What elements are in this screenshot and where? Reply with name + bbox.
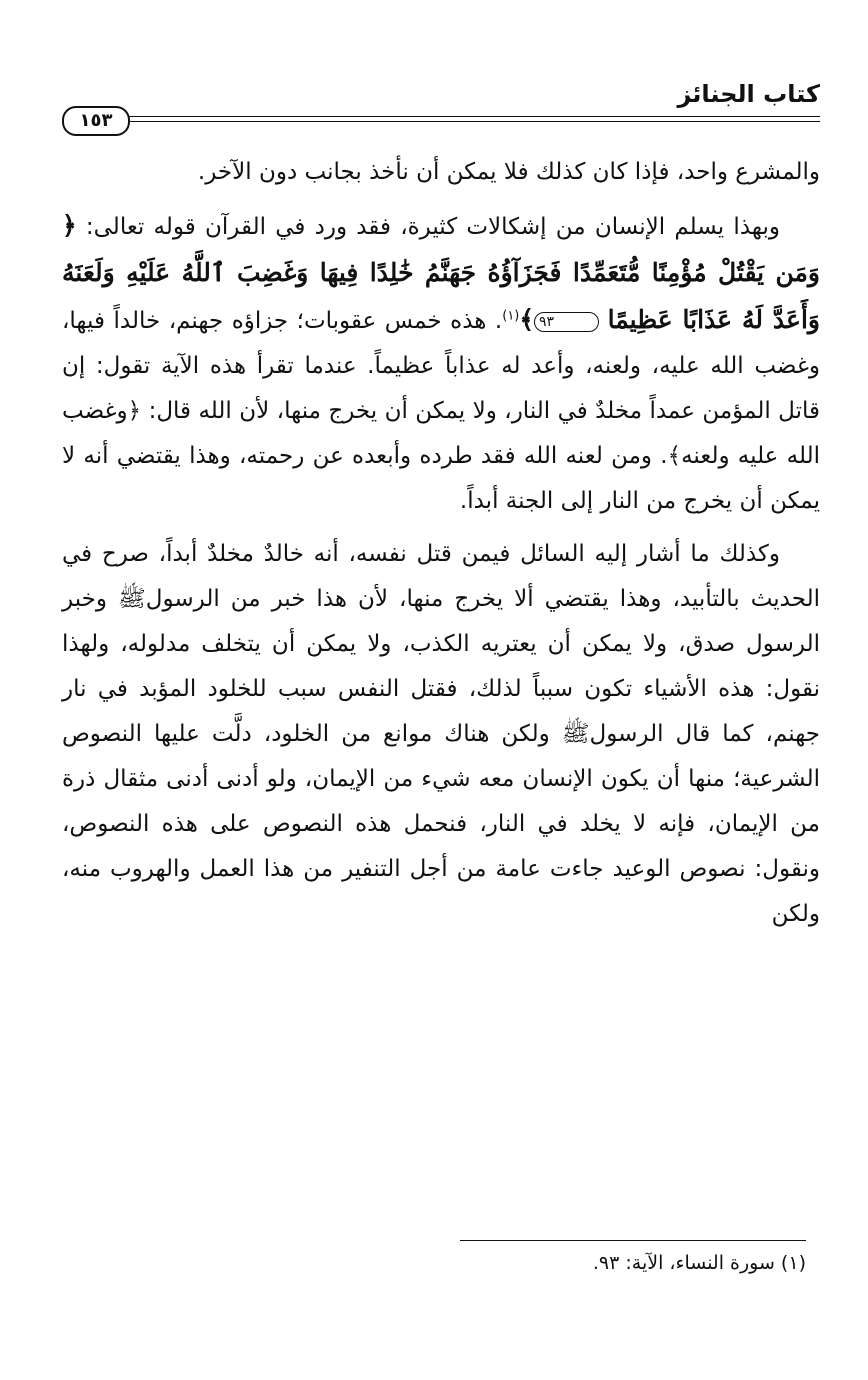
- quran-close-bracket: ﴾: [519, 305, 535, 334]
- page-header: [62, 78, 820, 134]
- quoted-verse: ﴿وغضب الله عليه ولعنه﴾: [62, 398, 820, 469]
- paragraph-2-body: . هذه خمس عقوبات؛ جزاؤه جهنم، خالداً فيها، وغضب الله عليه، ولعنه، وأعد له عذاباً عظيماً. عندما تقرأ هذه الآية تقول: إن قاتل المؤمن عمداً مخلدٌ في النار، ولا يمكن أن يخرج منها، لأن الله قال:: [62, 308, 820, 424]
- paragraph-3-part-a: وكذلك ما أشار إليه السائل فيمن قتل نفسه، أنه خالدٌ مخلدٌ أبداً، صرح في الحديث بالتأبيد، وهذا يقتضي ألا يخرج منها، لأن هذا خبر من الرسول: [62, 541, 820, 612]
- salutation-glyph: ﷺ: [561, 721, 590, 747]
- chapter-title: كتاب الجنائز: [677, 80, 820, 108]
- paragraph-2-end: . ومن لعنه الله فقد طرده وأبعده عن رحمته، وهذا يقتضي أنه لا يمكن أن يخرج من النار إلى الجنة أبداً.: [62, 443, 820, 514]
- salutation-glyph: ﷺ: [117, 586, 146, 612]
- paragraph-3-part-b: وخبر الرسول صدق، ولا يمكن أن يعتريه الكذب، ولا يمكن أن يتخلف مدلوله، ولهذا نقول: هذه الأشياء تكون سبباً لذلك، فقتل النفس سبب للخلود المؤبد في نار جهنم، كما قال الرسول: [62, 586, 821, 747]
- paragraph-2: [62, 203, 820, 524]
- ayah-number-marker: ٩٣: [534, 312, 599, 332]
- quran-verse: وَمَن يَقْتُلْ مُؤْمِنًا مُّتَعَمِّدًا فَجَزَآؤُهُ جَهَنَّمُ خَٰلِدًا فِيهَا وَغَضِبَ ٱللَّهُ عَلَيْهِ وَلَعَنَهُ وَأَعَدَّ لَهُ عَذَابًا عَظِيمًا: [62, 258, 820, 334]
- quran-open-bracket: ﴿: [62, 211, 77, 240]
- paragraph-2-intro: وبهذا يسلم الإنسان من إشكالات كثيرة، فقد ورد في القرآن قوله تعالى:: [85, 214, 781, 240]
- footnote-1: (١) سورة النساء، الآية: ٩٣.: [592, 1252, 806, 1274]
- main-text: [62, 150, 820, 945]
- paragraph-3: [62, 532, 820, 937]
- paragraph-1: والمشرع واحد، فإذا كان كذلك فلا يمكن أن نأخذ بجانب دون الآخر.: [197, 159, 820, 185]
- footnote-reference: (١): [502, 308, 520, 324]
- header-rule-top: [122, 116, 820, 117]
- header-rule-bottom: [122, 121, 820, 122]
- page-number: ١٥٣: [62, 106, 130, 136]
- footnote-divider: [460, 1240, 806, 1241]
- paragraph-3-part-c: ولكن هناك موانع من الخلود، دلَّت عليها النصوص الشرعية؛ منها أن يكون الإنسان معه شيء من الإيمان، ولو أدنى أدنى مثقال ذرة من الإيمان، فإنه لا يخلد في النار، فنحمل هذه النصوص على هذه النصوص، ونقول: نصوص الوعيد جاءت عامة من أجل التنفير من هذا العمل والهروب منه، ولكن: [62, 721, 820, 927]
